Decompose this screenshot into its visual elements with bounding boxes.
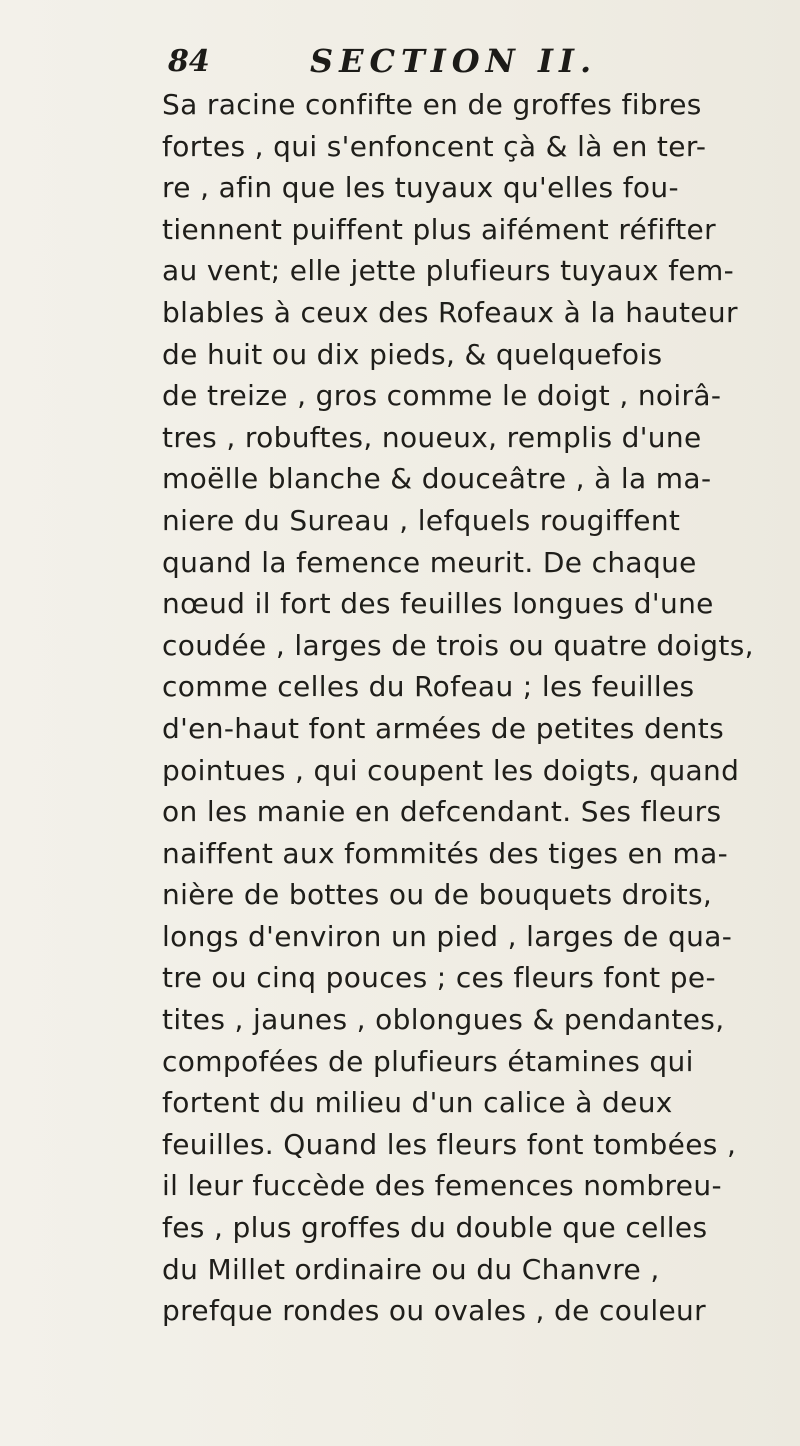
text-line: fes , plus groffes du double que celles [162, 1211, 708, 1245]
text-line: tites , jaunes , oblongues & pendantes, [162, 1003, 725, 1037]
text-line: compofées de plufieurs étamines qui [162, 1044, 694, 1078]
text-line: fortes , qui s'enfoncent çà & là en ter- [162, 129, 707, 163]
text-line: au vent; elle jette plufieurs tuyaux fem- [162, 254, 735, 288]
text-line: re , afin que les tuyaux qu'elles fou- [162, 171, 679, 205]
text-line: feuilles. Quand les fleurs font tombées , [162, 1127, 737, 1161]
text-line: il leur fuccède des femences nombreu- [162, 1169, 722, 1203]
text-line: prefque rondes ou ovales , de couleur [162, 1294, 706, 1328]
text-line: fortent du milieu d'un calice à deux [162, 1086, 673, 1120]
text-line: naiffent aux fommités des tiges en ma- [162, 836, 729, 870]
text-line: moëlle blanche & douceâtre , à la ma- [162, 462, 712, 496]
text-line: pointues , qui coupent les doigts, quand [162, 753, 740, 787]
text-line: d'en-haut font armées de petites dents [162, 711, 725, 745]
text-line: tres , robuftes, noueux, remplis d'une [162, 420, 702, 454]
text-line: tre ou cinq pouces ; ces fleurs font pe- [162, 961, 716, 995]
text-line: longs d'environ un pied , larges de qua- [162, 919, 733, 953]
text-line: Sa racine confifte en de groffes fibres [162, 88, 702, 121]
page-number: 84 [168, 44, 210, 79]
text-line: niere du Sureau , lefquels rougiffent [162, 503, 681, 537]
text-line: quand la femence meurit. De chaque [162, 545, 697, 579]
text-line: on les manie en defcendant. Ses fleurs [162, 795, 722, 829]
text-line: du Millet ordinaire ou du Chanvre , [162, 1252, 660, 1286]
text-line: de treize , gros comme le doigt , noirâ- [162, 379, 722, 413]
body-text [162, 84, 800, 1332]
text-line: nœud il fort des feuilles longues d'une [162, 587, 714, 621]
text-line: de huit ou dix pieds, & quelquefois [162, 337, 663, 371]
page-header [168, 42, 688, 86]
text-line: blables à ceux des Rofeaux à la hauteur [162, 295, 738, 329]
text-line: nière de bottes ou de bouquets droits, [162, 878, 713, 912]
text-line: tiennent puiffent plus aifément réfifter [162, 212, 716, 246]
text-line: coudée , larges de trois ou quatre doigts, [162, 628, 754, 662]
text-line: comme celles du Rofeau ; les feuilles [162, 670, 695, 704]
running-head: SECTION II. [310, 42, 598, 80]
